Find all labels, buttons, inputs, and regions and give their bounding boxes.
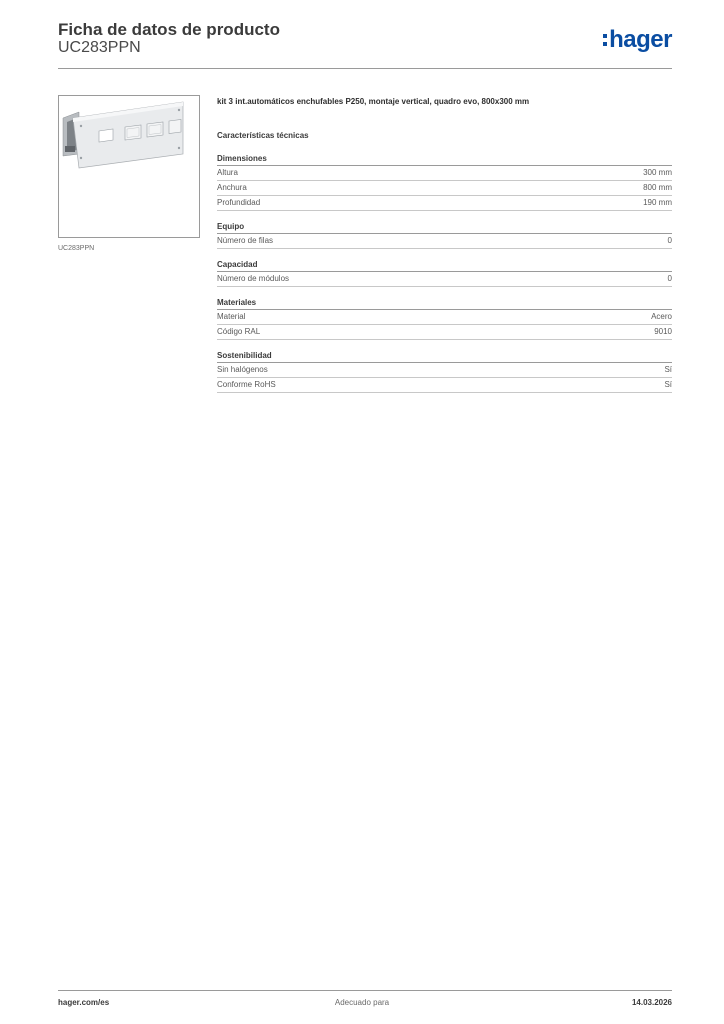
section-materiales [217,298,672,340]
section-sostenibilidad [217,351,672,393]
row-label: Material [217,312,246,321]
technical-features-title: Características técnicas [217,131,309,140]
table-row [217,378,672,393]
product-details [217,97,672,404]
section-equipo [217,222,672,249]
row-label: Conforme RoHS [217,380,276,389]
section-title: Dimensiones [217,154,672,166]
row-value: Sí [664,380,672,389]
table-row [217,272,672,287]
footer-date: 14.03.2026 [631,998,672,1007]
section-dimensiones [217,154,672,211]
row-value: 190 mm [643,198,672,207]
section-title: Sostenibilidad [217,351,672,363]
table-row [217,310,672,325]
product-image [58,95,200,238]
section-title: Capacidad [217,260,672,272]
row-label: Anchura [217,183,247,192]
section-title: Materiales [217,298,672,310]
footer-website-link[interactable]: hager.com/es [58,998,110,1007]
page-header [58,20,672,70]
section-capacidad [217,260,672,287]
row-value: Acero [651,312,672,321]
table-row [217,325,672,340]
row-value: 800 mm [643,183,672,192]
table-row [217,181,672,196]
product-description: kit 3 int.automáticos enchufables P250, montaje vertical, quadro evo, 800x300 mm [217,97,530,106]
product-panel-image [59,96,199,237]
table-row [217,196,672,211]
row-label: Sin halógenos [217,365,268,374]
table-row [217,363,672,378]
row-label: Código RAL [217,327,261,336]
footer-divider [58,990,672,991]
row-value: 9010 [654,327,672,336]
table-row [217,166,672,181]
image-caption: UC283PPN [58,245,95,252]
row-value: 0 [667,236,672,245]
row-label: Número de filas [217,236,274,245]
table-row [217,234,672,249]
row-value: 0 [667,274,672,283]
header-divider [58,68,672,69]
page-title: Ficha de datos de producto [58,20,280,39]
row-value: 300 mm [643,168,672,177]
row-label: Profundidad [217,198,261,207]
logo-colon-icon [603,34,607,46]
section-title: Equipo [217,222,672,234]
row-label: Número de módulos [217,274,290,283]
product-code: UC283PPN [58,39,141,56]
logo-text: hager [609,26,672,53]
row-value: Sí [664,365,672,374]
row-label: Altura [217,168,238,177]
footer-center-text: Adecuado para [334,998,390,1007]
hager-logo [603,26,672,54]
